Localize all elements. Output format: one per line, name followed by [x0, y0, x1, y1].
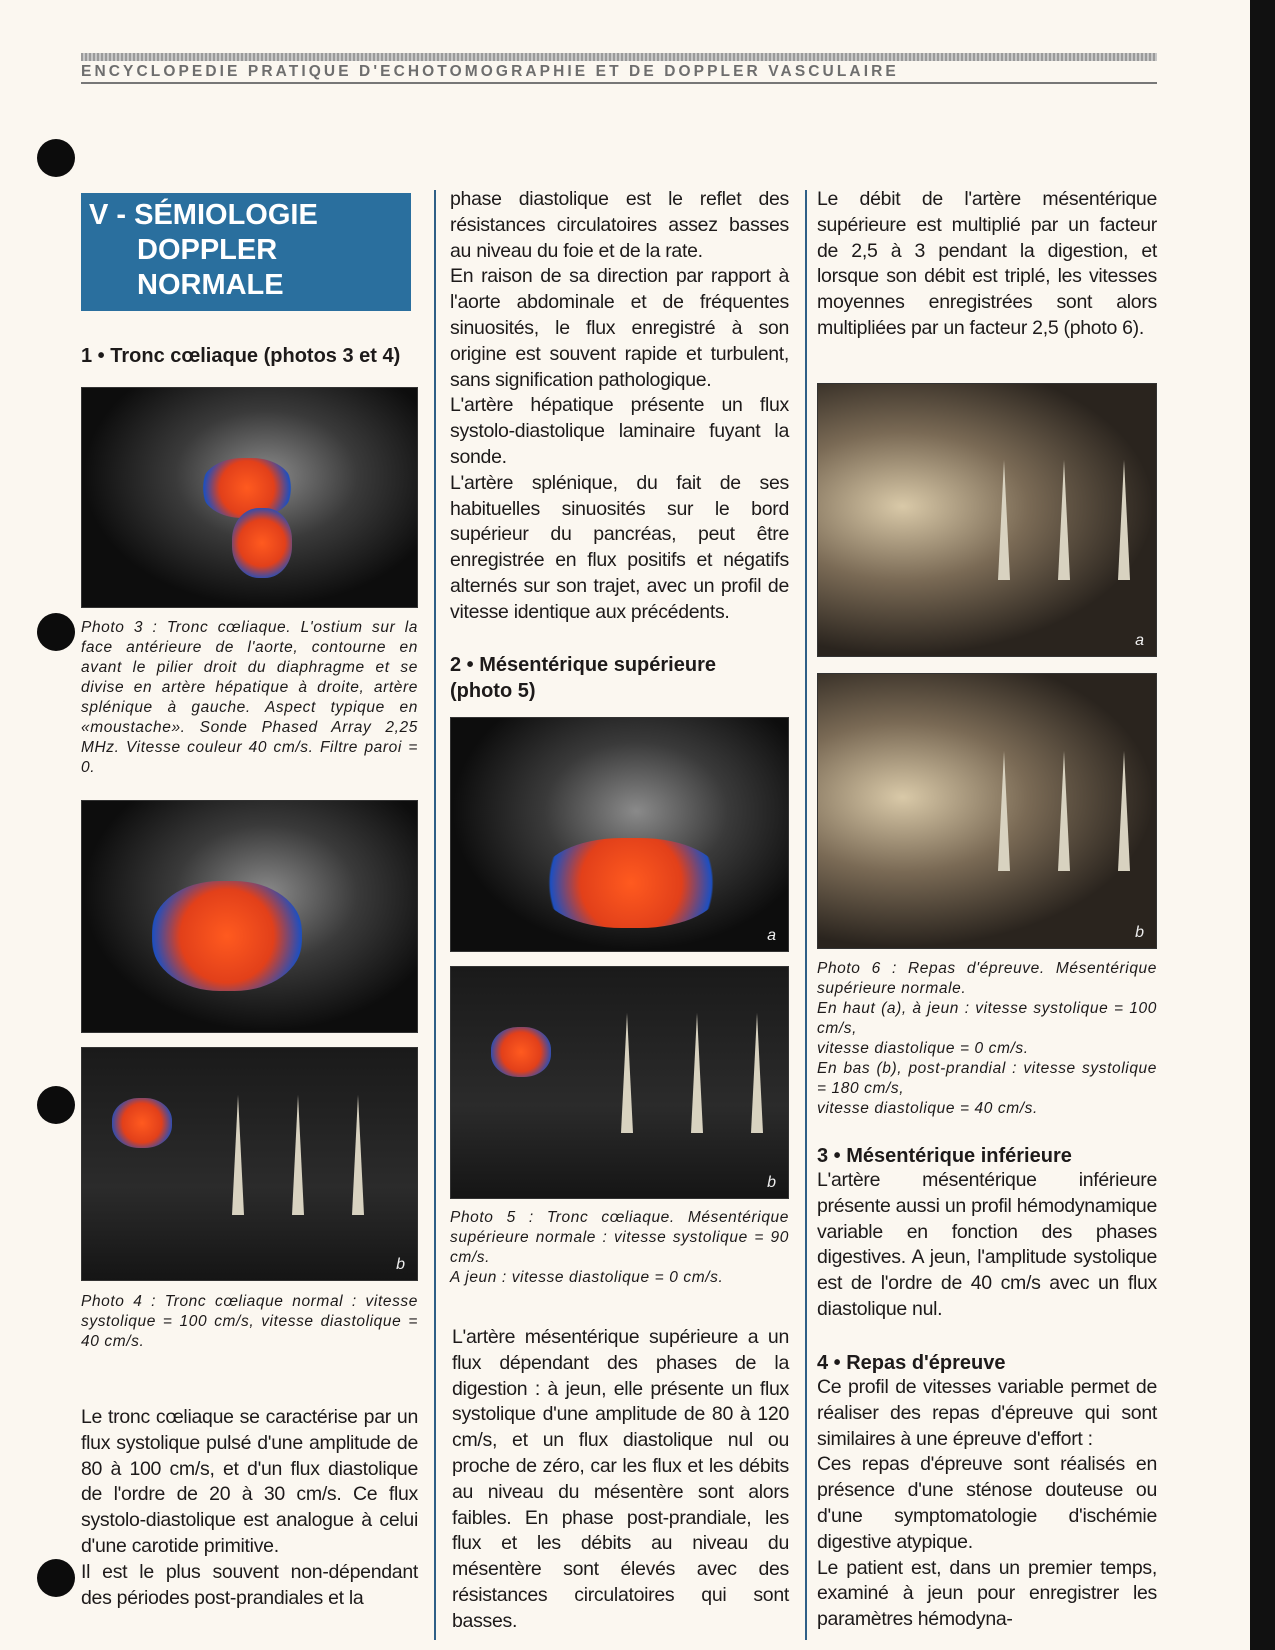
binder-hole — [37, 139, 75, 177]
photo-4a — [81, 800, 418, 1033]
caption-line: Photo 6 : Repas d'épreuve. Mésentérique supérieure normale. — [817, 960, 1157, 997]
body-text — [450, 187, 789, 626]
photo-6b — [817, 673, 1157, 949]
paragraph: L'artère hépatique présente un flux systolo-diastolique laminaire fuyant la sonde. — [450, 394, 789, 468]
caption-line: vitesse diastolique = 40 cm/s. — [817, 1100, 1038, 1117]
paragraph: Le tronc cœliaque se caractérise par un flux systolique pulsé d'une amplitude de 80 à 100 cm/s, et d'un flux diastolique de l'ordre de 20 à 30 cm/s. Ce flux systolo-diastolique est analogue à celui d'une carotide primitive. — [81, 1406, 418, 1557]
paragraph: Ces repas d'épreuve sont réalisés en présence d'une sténose douteuse ou d'une symptomatologie d'ischémie digestive atypique. — [817, 1453, 1157, 1553]
photo-5a — [450, 717, 789, 952]
paragraph: Il est le plus souvent non-dépendant des périodes post-prandiales et la — [81, 1560, 418, 1609]
binder-hole — [37, 613, 75, 651]
photo-5b — [450, 966, 789, 1199]
caption-photo-4: Photo 4 : Tronc cœliaque normal : vitesse systolique = 100 cm/s, vitesse diastolique = 40 cm/s. — [81, 1293, 418, 1350]
caption-photo-6 — [817, 959, 1157, 1119]
heading-tronc-coeliaque: 1 • Tronc cœliaque (photos 3 et 4) — [81, 345, 401, 367]
body-text: L'artère mésentérique inférieure présente aussi un profil hémodynamique variable en fonction des phases digestives. A jeun, l'amplitude systolique est de l'ordre de 40 cm/s avec un flux diastolique nul. — [817, 1169, 1157, 1320]
paragraph: En raison de sa direction par rapport à l'aorte abdominale et de fréquentes sinuosités, le flux enregistré à son origine est souvent rapide et turbulent, sans signification pathologique. — [450, 265, 789, 391]
photo-4b — [81, 1047, 418, 1281]
title-line: V - SÉMIOLOGIE — [89, 199, 318, 231]
photo-6a — [817, 383, 1157, 657]
photo-label: a — [767, 927, 776, 944]
body-text: L'artère mésentérique supérieure a un flux dépendant des phases de la digestion : à jeun, elle présente un flux systolique d'une amplitude de 80 à 120 cm/s, et un flux diastolique nul ou proche de zéro, car les flux et les débits au niveau du mésentère sont alors faibles. En phase post-prandiale, les flux et les débits au niveau du mésentère sont élevés avec des résistances circulatoires qui sont basses. — [452, 1326, 789, 1632]
title-line: DOPPLER — [137, 234, 278, 266]
photo-3 — [81, 387, 418, 608]
paragraph: L'artère splénique, du fait de ses habituelles sinuosités sur le bord supérieur du pancréas, peut être enregistrée en flux positifs et négatifs alternés sur son trajet, avec un profil de vitesse identique aux précédents. — [450, 471, 789, 623]
caption-line: En bas (b), post-prandial : vitesse systolique = 180 cm/s, — [817, 1060, 1157, 1097]
photo-label: b — [767, 1174, 776, 1191]
heading-mesenterique-inferieure: 3 • Mésentérique inférieure — [817, 1145, 1072, 1167]
header-band — [81, 53, 1157, 61]
paragraph: Ce profil de vitesses variable permet de réaliser des repas d'épreuve qui sont similaires à une épreuve d'effort : — [817, 1376, 1157, 1450]
caption-photo-3: Photo 3 : Tronc cœliaque. L'ostium sur la face antérieure de l'aorte, contourne en avant le pilier droit du diaphragme et se divise en artère hépatique à droite, artère splénique à gauche. Aspect typique en «moustache». Sonde Phased Array 2,25 MHz. Vitesse couleur 40 cm/s. Filtre paroi = 0. — [81, 619, 418, 776]
caption-photo-5 — [450, 1208, 789, 1288]
photo-label: a — [1135, 632, 1144, 649]
scan-edge — [1250, 0, 1275, 1650]
body-text — [817, 1375, 1157, 1633]
binder-hole — [37, 1559, 75, 1597]
paragraph: Le patient est, dans un premier temps, examiné à jeun pour enregistrer les paramètres hémodyna- — [817, 1556, 1157, 1631]
body-text — [81, 1405, 418, 1611]
caption-line: vitesse diastolique = 0 cm/s. — [817, 1040, 1029, 1057]
binder-hole — [37, 1086, 75, 1124]
caption-line: En haut (a), à jeun : vitesse systolique = 100 cm/s, — [817, 1000, 1157, 1037]
heading-repas-epreuve: 4 • Repas d'épreuve — [817, 1352, 1006, 1374]
photo-label: b — [1135, 924, 1144, 941]
section-title — [81, 193, 411, 311]
photo-label: b — [396, 1256, 405, 1273]
running-header: ENCYCLOPEDIE PRATIQUE D'ECHOTOMOGRAPHIE ET DE DOPPLER VASCULAIRE — [81, 62, 1157, 84]
caption-line: A jeun : vitesse diastolique = 0 cm/s. — [450, 1269, 724, 1286]
heading-mesenterique-superieure: 2 • Mésentérique supérieure (photo 5) — [450, 654, 716, 702]
title-line: NORMALE — [137, 269, 284, 301]
column-divider — [805, 190, 807, 1640]
column-divider — [434, 190, 436, 1640]
caption-line: Photo 5 : Tronc cœliaque. Mésentérique supérieure normale : vitesse systolique = 90 cm/s. — [450, 1209, 789, 1266]
paragraph: phase diastolique est le reflet des résistances circulatoires assez basses au niveau du foie et de la rate. — [450, 188, 789, 262]
body-text: Le débit de l'artère mésentérique supérieure est multiplié par un facteur de 2,5 à 3 pendant la digestion, et lorsque son débit est triplé, les vitesses moyennes enregistrées sont alors multipliées par un facteur 2,5 (photo 6). — [817, 188, 1157, 339]
